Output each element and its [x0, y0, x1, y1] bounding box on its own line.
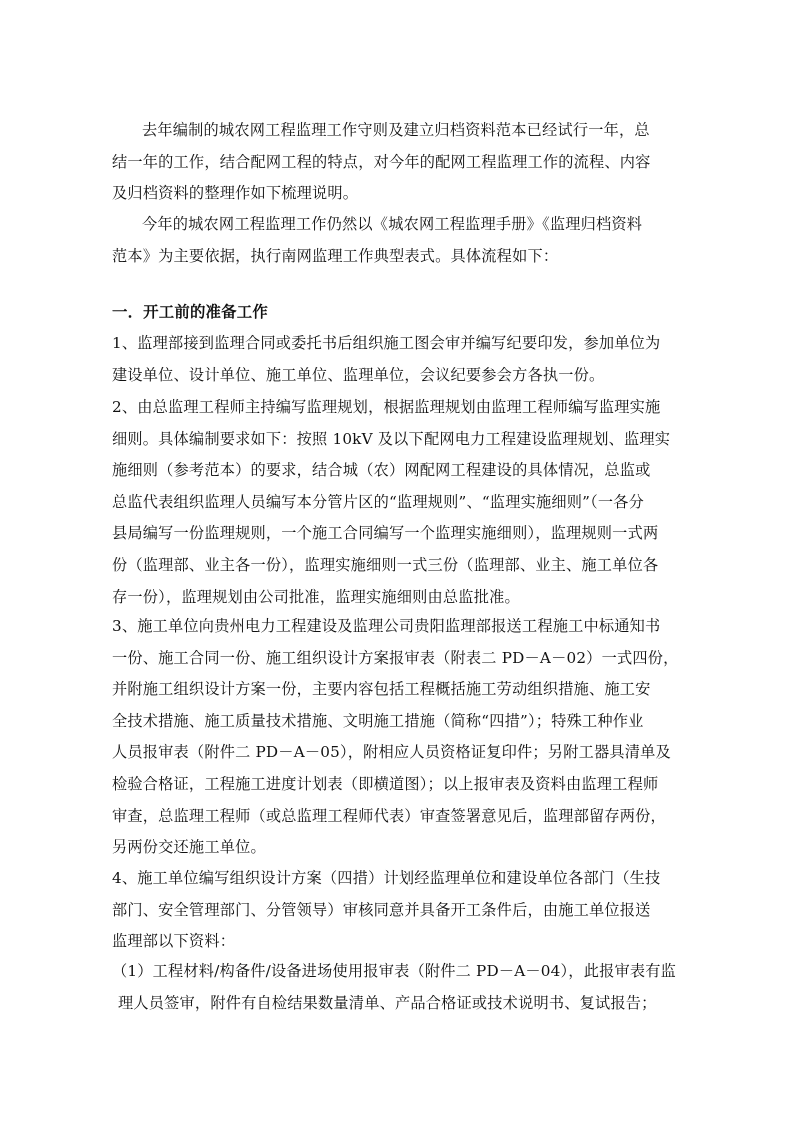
intro-paragraph-1 — [112, 115, 687, 210]
sub-item-1 — [112, 956, 687, 1019]
item4-line: 部门、安全管理部门、分管领导）审核同意并具备开工条件后，由施工单位报送 — [112, 900, 651, 919]
item3-line: 3、施工单位向贵州电力工程建设及监理公司贵阳监理部报送工程施工中标通知书 — [112, 617, 661, 635]
item3-line: 人员报审表（附件二 PD－A－05），附相应人员资格证复印件；另附工器具清单及 — [112, 743, 671, 762]
intro-p2-line: 范本》为主要依据，执行南网监理工作典型表式。具体流程如下： — [112, 246, 559, 265]
intro-p1-line: 及归档资料的整理作如下梳理说明。 — [112, 184, 359, 203]
item2-line: 份（监理部、业主各一份），监理实施细则一式三份（监理部、业主、施工单位各 — [112, 555, 659, 574]
item4-line: 4、施工单位编写组织设计方案（四措）计划经监理单位和建设单位各部门（生技 — [112, 869, 661, 887]
intro-paragraph-2 — [112, 209, 687, 272]
item1-line: 1、监理部接到监理合同或委托书后组织施工图会审并编写纪要印发，参加单位为 — [112, 334, 661, 352]
item2-line: 存一份），监理规划由公司批准，监理实施细则由总监批准。 — [112, 587, 520, 606]
list-item-2 — [112, 392, 687, 613]
section-heading: 一．开工前的准备工作 — [112, 303, 268, 321]
item4-line: 监理部以下资料： — [112, 932, 236, 951]
item3-line: 审查，总监理工程师（或总监理工程师代表）审查签署意见后，监理部留存两份， — [112, 806, 666, 825]
item2-line: 细则。具体编制要求如下：按照 10kV 及以下配网电力工程建设监理规划、监理实 — [112, 429, 671, 448]
item3-line: 另两份交还施工单位。 — [112, 838, 266, 857]
intro-p2-line: 今年的城农网工程监理工作仍然以《城农网工程监理手册》《监理归档资料 — [142, 215, 643, 233]
item2-line: 总监代表组织监理人员编写本分管片区的“监理规则”、“监理实施细则”（一各分 — [112, 492, 645, 511]
item3-line: 一份、施工合同一份、施工组织设计方案报审表（附表二 PD－A－02）一式四份， — [112, 648, 679, 667]
item3-line: 检验合格证，工程施工进度计划表（即横道图）；以上报审表及资料由监理工程师 — [112, 774, 659, 793]
item2-line: 县局编写一份监理规则，一个施工合同编写一个监理实施细则），监理规则一式两 — [112, 524, 659, 543]
intro-p1-line: 结一年的工作，结合配网工程的特点，对今年的配网工程监理工作的流程、内容 — [112, 152, 651, 171]
item2-line: 2、由总监理工程师主持编写监理规划，根据监理规划由监理工程师编写监理实施 — [112, 398, 661, 416]
item3-line: 全技术措施、施工质量技术措施、文明施工措施（简称“四措”）；特殊工种作业 — [112, 711, 644, 730]
sub1-line: （1）工程材料/构备件/设备进场使用报审表（附件二 PD－A－04），此报审表有监 — [112, 962, 677, 980]
list-item-4 — [112, 863, 687, 958]
list-item-3 — [112, 611, 687, 864]
list-item-1 — [112, 328, 687, 391]
sub1-line: 理人员签审，附件有自检结果数量清单、产品合格证或技术说明书、复试报告； — [118, 993, 657, 1012]
item2-line: 施细则（参考范本）的要求，结合城（农）网配网工程建设的具体情况，总监或 — [112, 461, 651, 480]
item3-line: 并附施工组织设计方案一份，主要内容包括工程概括施工劳动组织措施、施工安 — [112, 680, 651, 699]
item1-line: 建设单位、设计单位、施工单位、监理单位，会议纪要参会方各执一份。 — [112, 365, 605, 384]
intro-p1-line: 去年编制的城农网工程监理工作守则及建立归档资料范本已经试行一年，总 — [142, 121, 650, 139]
